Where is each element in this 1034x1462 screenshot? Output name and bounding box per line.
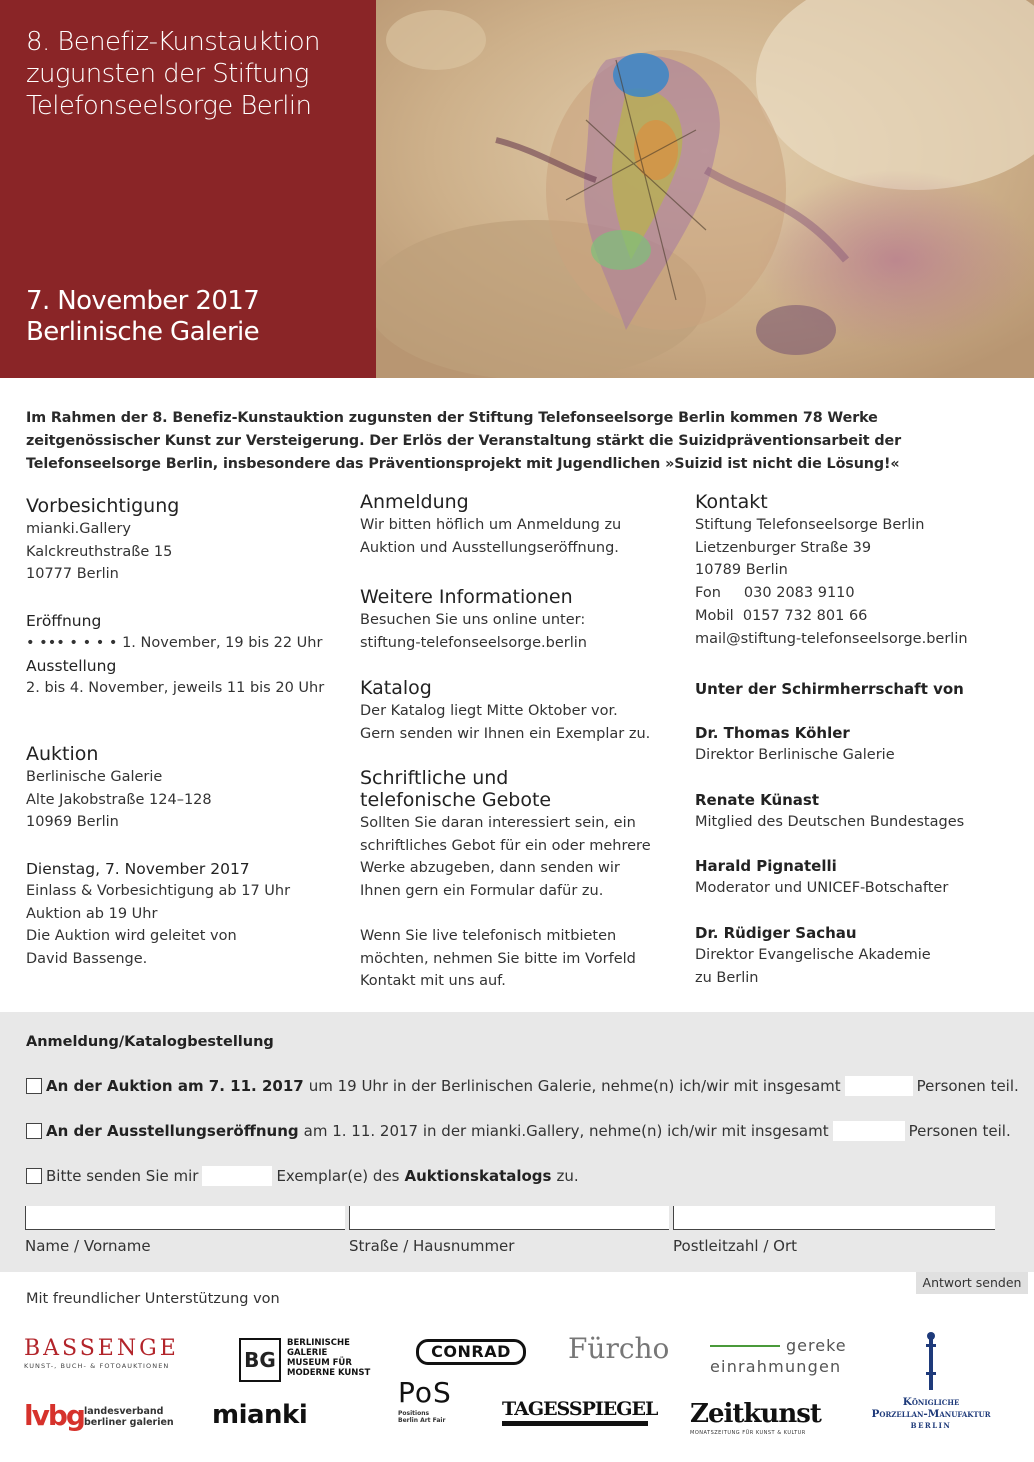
pos-line: Positions: [398, 1410, 430, 1417]
text-line: Auktion ab 19 Uhr: [26, 905, 158, 922]
positions-logo: [398, 1378, 478, 1424]
gereke-line: [710, 1345, 780, 1347]
dienstag-section: [26, 858, 351, 971]
tagesspiegel-logo: [502, 1398, 658, 1426]
section-heading: Ausstellung: [26, 657, 117, 675]
catalog-text-end: zu.: [556, 1167, 579, 1185]
text-line: Stiftung Telefonseelsorge Berlin: [695, 517, 925, 533]
patron-role: Direktor Berlinische Galerie: [695, 747, 895, 763]
text-line: 10777 Berlin: [26, 566, 119, 583]
zeitkunst-subtitle: MONATSZEITUNG FÜR KUNST & KULTUR: [690, 1430, 806, 1436]
gereke-logo: [710, 1336, 870, 1376]
intro-line: Telefonseelsorge Berlin, insbesondere das Präventionsprojekt mit Jugendlichen »Suizid ist nicht die Lösung!«: [26, 456, 900, 472]
patron-name: Renate Künast: [695, 790, 820, 809]
bassenge-logo: [24, 1336, 204, 1370]
lvbg-mark: lvbg: [24, 1399, 84, 1432]
text-line: Kontakt mit uns auf.: [360, 973, 506, 990]
text-line: 10789 Berlin: [695, 562, 788, 579]
bg-line: MUSEUM FÜR: [287, 1358, 352, 1368]
street-label: Straße / Hausnummer: [349, 1237, 515, 1255]
support-text: Mit freundlicher Unterstützung von: [26, 1291, 280, 1307]
name-field[interactable]: [25, 1206, 345, 1230]
kpm-line: Porzellan-Manufaktur: [871, 1408, 991, 1420]
city-label: Postleitzahl / Ort: [673, 1237, 798, 1255]
katalog-section: [360, 676, 680, 745]
section-heading: Auktion: [26, 743, 99, 765]
text-line: Wir bitten höflich um Anmeldung zu: [360, 517, 622, 533]
patron-name: Harald Pignatelli: [695, 857, 837, 876]
zeitkunst-wordmark: Zeitkunst: [690, 1399, 821, 1429]
text-line: David Bassenge.: [26, 951, 148, 968]
vorbesichtigung-section: [26, 494, 351, 586]
website-link: stiftung-telefonseelsorge.berlin: [360, 634, 587, 651]
eroeffnung-section: [26, 610, 351, 655]
gereke-word2: einrahmungen: [710, 1357, 842, 1376]
auction-label: An der Auktion am 7. 11. 2017: [46, 1077, 304, 1095]
lvbg-line: landesverband: [84, 1406, 164, 1417]
bg-line: BERLINISCHE: [287, 1338, 350, 1348]
tagesspiegel-bar: [502, 1421, 648, 1426]
section-heading: Schriftliche und: [360, 767, 509, 789]
bg-text: [287, 1338, 370, 1378]
patron-role: Mitglied des Deutschen Bundestages: [695, 813, 965, 830]
section-heading: Anmeldung: [360, 491, 469, 513]
patron: [695, 922, 1025, 989]
text-line: Wenn Sie live telefonisch mitbieten: [360, 927, 617, 944]
anmeldung-section: [360, 490, 680, 559]
title-line-2: zugunsten der Stiftung: [26, 59, 309, 89]
patron: [695, 789, 1025, 834]
text-line: Werke abzugeben, dann senden wir: [360, 860, 620, 877]
opening-checkbox[interactable]: [26, 1123, 42, 1139]
opening-text-end: Personen teil.: [908, 1122, 1011, 1140]
opening-text: am 1. 11. 2017 in der mianki.Gallery, nehme(n) ich/wir mit insgesamt: [303, 1122, 829, 1140]
form-row-opening: [26, 1121, 1011, 1141]
section-heading: Kontakt: [695, 491, 768, 513]
patron-name: Dr. Thomas Köhler: [695, 724, 850, 742]
text-line: Einlass & Vorbesichtigung ab 17 Uhr: [26, 883, 291, 899]
gereke-word: gereke: [786, 1336, 847, 1355]
text-line: 10969 Berlin: [26, 814, 119, 831]
painting-image: [376, 0, 1034, 378]
form-title: Anmeldung/Katalogbestellung: [26, 1034, 274, 1050]
fuercho-logo: Fürcho: [568, 1332, 670, 1365]
intro-line: Im Rahmen der 8. Benefiz-Kunstauktion zugunsten der Stiftung Telefonseelsorge Berlin kommen 78 Werke: [26, 410, 878, 426]
text-line: Auktion und Ausstellungseröffnung.: [360, 539, 619, 556]
bassenge-subtitle: KUNST-, BUCH- & FOTOAUKTIONEN: [24, 1362, 170, 1370]
auktion-section: [26, 742, 351, 834]
email-line: mail@stiftung-telefonseelsorge.berlin: [695, 630, 968, 647]
berlinische-galerie-logo: [239, 1338, 399, 1386]
registration-form: [0, 1012, 1034, 1272]
gebote-section: [360, 766, 680, 993]
text-line: Kalckreuthstraße 15: [26, 543, 173, 560]
section-heading: Vorbesichtigung: [26, 495, 180, 517]
section-heading: Katalog: [360, 677, 432, 699]
auction-text: um 19 Uhr in der Berlinischen Galerie, nehme(n) ich/wir mit insgesamt: [308, 1077, 841, 1095]
title-panel: [0, 0, 376, 378]
kpm-line: BERLIN: [910, 1421, 952, 1430]
mobile-line: Mobil 0157 732 801 66: [695, 607, 868, 624]
conrad-logo: CONRAD: [416, 1339, 526, 1365]
opening-label: An der Ausstellungseröffnung: [46, 1122, 299, 1140]
zeitkunst-logo: [690, 1400, 835, 1436]
send-answer-button[interactable]: Antwort senden: [916, 1272, 1028, 1294]
patron: [695, 855, 1025, 900]
kontakt-section: [695, 490, 1025, 650]
catalog-checkbox[interactable]: [26, 1168, 42, 1184]
form-row-catalog: [26, 1166, 579, 1186]
phone-line: Fon 030 2083 9110: [695, 585, 855, 602]
auction-text-end: Personen teil.: [916, 1077, 1019, 1095]
event-title: [26, 26, 320, 122]
text-line: Lietzenburger Straße 39: [695, 539, 872, 556]
bassenge-wordmark: BASSENGE: [24, 1336, 179, 1361]
lvbg-logo: [24, 1398, 194, 1438]
gereke-top: [710, 1336, 870, 1355]
text-line: • ••• • • • • 1. November, 19 bis 22 Uhr: [26, 635, 323, 651]
section-heading: telefonische Gebote: [360, 789, 552, 811]
text-line: mianki.Gallery: [26, 521, 131, 537]
kpm-line: Königliche: [902, 1396, 960, 1408]
text-line: Berlinische Galerie: [26, 769, 163, 785]
ausstellung-section: [26, 655, 351, 700]
header: [0, 0, 1034, 378]
form-row-auction: [26, 1076, 1019, 1096]
title-line-3: Telefonseelsorge Berlin: [26, 91, 312, 121]
text-line: Sollten Sie daran interessiert sein, ein: [360, 815, 636, 831]
opening-persons-field[interactable]: [833, 1121, 905, 1141]
pos-mark: PoS: [398, 1376, 452, 1409]
lvbg-line: berliner galerien: [84, 1417, 174, 1428]
patron-role: zu Berlin: [695, 969, 759, 986]
text-line: Alte Jakobstraße 124–128: [26, 791, 212, 808]
patron-role: Direktor Evangelische Akademie: [695, 947, 931, 964]
text-line: 2. bis 4. November, jeweils 11 bis 20 Uhr: [26, 680, 325, 696]
bg-mark: BG: [239, 1338, 281, 1382]
bg-line: GALERIE: [287, 1348, 328, 1358]
event-venue: Berlinische Galerie: [26, 317, 260, 347]
text-line: Ihnen gern ein Formular dafür zu.: [360, 883, 604, 900]
text-line: Besuchen Sie uns online unter:: [360, 612, 586, 628]
intro-text: [26, 407, 1016, 476]
text-line: Die Auktion wird geleitet von: [26, 928, 237, 945]
kpm-scepter-icon: [924, 1332, 938, 1390]
section-heading: Dienstag, 7. November 2017: [26, 860, 250, 878]
catalog-text: Bitte senden Sie mir: [46, 1167, 199, 1185]
text-line: Gern senden wir Ihnen ein Exemplar zu.: [360, 725, 651, 742]
patron-role: Moderator und UNICEF-Botschafter: [695, 880, 949, 897]
lvbg-text: [84, 1406, 174, 1428]
event-date: 7. November 2017: [26, 286, 260, 316]
tagesspiegel-wordmark: TAGESSPIEGEL: [502, 1398, 658, 1420]
title-line-1: 8. Benefiz-Kunstauktion: [26, 27, 320, 57]
kpm-logo: [856, 1332, 1006, 1442]
text-line: möchten, nehmen Sie bitte im Vorfeld: [360, 950, 636, 967]
text-line: Der Katalog liegt Mitte Oktober vor.: [360, 703, 618, 719]
city-field[interactable]: [673, 1206, 995, 1230]
section-heading: Unter der Schirmherrschaft von: [695, 680, 964, 698]
weitere-informationen-section: [360, 585, 680, 654]
event-date-venue: [26, 286, 259, 348]
text-line: schriftliches Gebot für ein oder mehrere: [360, 837, 651, 854]
patron: [695, 722, 1025, 767]
auction-persons-field[interactable]: [845, 1076, 913, 1096]
section-heading: Eröffnung: [26, 612, 102, 630]
pos-line: Berlin Art Fair: [398, 1417, 446, 1424]
catalog-quantity-field[interactable]: [202, 1166, 272, 1186]
catalog-label: Auktionskatalogs: [404, 1167, 552, 1185]
auction-checkbox[interactable]: [26, 1078, 42, 1094]
bg-line: MODERNE KUNST: [287, 1368, 371, 1378]
schirmherrschaft-section: [695, 678, 1025, 990]
catalog-text-mid: Exemplar(e) des: [276, 1167, 400, 1185]
mianki-logo: mianki: [212, 1400, 308, 1430]
patron-name: Dr. Rüdiger Sachau: [695, 924, 857, 943]
street-field[interactable]: [349, 1206, 669, 1230]
intro-line: zeitgenössischer Kunst zur Versteigerung. Der Erlös der Veranstaltung stärkt die Suizidpräventionsarbeit der: [26, 433, 902, 449]
section-heading: Weitere Informationen: [360, 586, 573, 608]
name-label: Name / Vorname: [25, 1237, 151, 1255]
